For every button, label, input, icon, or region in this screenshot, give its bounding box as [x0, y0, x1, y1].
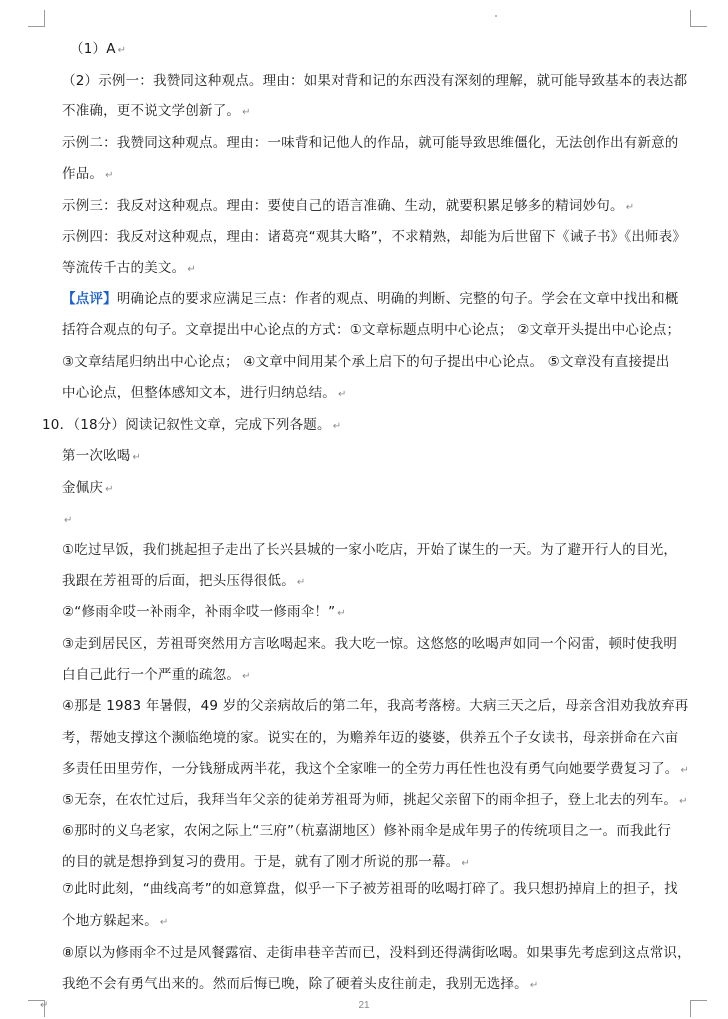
answer-line-1: （1）A ↵	[70, 41, 127, 57]
article-author: 金佩庆 ↵	[62, 480, 114, 496]
dot-mark	[495, 15, 497, 17]
crop-mark-top-right	[690, 10, 707, 27]
paragraph-8-line-2: 我绝不会有勇气出来的。然而后悔已晚，除了硬着头皮往前走，我别无选择。 ↵	[62, 976, 539, 992]
comment-line-1: 【点评】明确论点的要求应满足三点：作者的观点、明确的判断、完整的句子。学会在文章中找出和概	[62, 291, 679, 307]
paragraph-3-line-1: ③走到居民区，芳祖哥突然用方言吆喝起来。我大吃一惊。这悠悠的吆喝声如同一个闷雷，顿时使我明	[62, 636, 678, 652]
page-number: 21	[358, 1000, 370, 1011]
paragraph-5: ⑤无奈，在农忙过后，我拜当年父亲的徒弟芳祖哥为师，挑起父亲留下的雨伞担子，登上北去的列车。 ↵	[62, 792, 688, 808]
paragraph-7-line-2: 个地方躲起来。 ↵	[62, 913, 169, 929]
paragraph-1-line-1: ①吃过早饭，我们挑起担子走出了长兴县城的一家小吃店，开始了谋生的一天。为了避开行人的目光，	[62, 542, 678, 558]
comment-tag: 【点评】	[62, 291, 117, 307]
crop-mark-top-left	[28, 10, 45, 27]
answer-line-5: 作品。 ↵	[62, 166, 114, 182]
blank-line: ↵	[64, 515, 73, 526]
comment-line-2: 括符合观点的句子。文章提出中心论点的方式：①文章标题点明中心论点； ②文章开头提出中心论点；	[62, 322, 681, 338]
answer-line-7: 示例四：我反对这种观点，理由：诸葛亮“观其大略”，不求精熟，却能为后世留下《诫子书》《出师表》	[62, 229, 687, 245]
question-heading: 10．（18分）阅读记叙性文章，完成下列各题。 ↵	[42, 417, 342, 433]
paragraph-3-line-2: 白自己此行一个严重的疏忽。 ↵	[62, 667, 251, 683]
comment-line-3: ③文章结尾归纳出中心论点； ④文章中间用某个承上启下的句子提出中心论点。 ⑤文章没有直接提出	[62, 354, 670, 370]
answer-line-6: 示例三：我反对这种观点。理由：要使自己的语言准确、生动，就要积累足够多的精词妙句。 ↵	[62, 198, 635, 214]
comment-line-4: 中心论点，但整体感知文本，进行归纳总结。 ↵	[62, 385, 347, 401]
paragraph-4-line-1: ④那是 1983 年暑假，49 岁的父亲病故后的第二年，我高考落榜。大病三天之后，母亲含泪劝我放弃再	[62, 698, 689, 714]
paragraph-7-line-1: ⑦此时此刻，“曲线高考”的如意算盘，似乎一下子被芳祖哥的吆喝打碎了。我只想扔掉肩上的担子，找	[62, 881, 678, 897]
answer-line-4: 示例二：我赞同这种观点。理由：一味背和记他人的作品，就可能导致思维僵化，无法创作出有新意的	[62, 135, 679, 151]
paragraph-6-line-1: ⑥那时的义乌老家，农闲之际上“三府”（杭嘉湖地区）修补雨伞是成年男子的传统项目之一。而我此行	[62, 823, 672, 839]
answer-line-3: 不准确，更不说文学创新了。 ↵	[62, 103, 251, 119]
footer-paragraph-mark: ↵	[40, 1000, 49, 1011]
answer-line-2: （2）示例一：我赞同这种观点。理由：如果对背和记的东西没有深刻的理解，就可能导致基本的表达都	[62, 73, 688, 89]
paragraph-4-line-2: 考，帮她支撑这个濒临绝境的家。说实在的，为赡养年迈的婆婆，供养五个子女读书，母亲拼命在六亩	[62, 730, 679, 746]
paragraph-1-line-2: 我跟在芳祖哥的后面，把头压得很低。 ↵	[62, 573, 306, 589]
paragraph-2: ②“修雨伞哎一补雨伞，补雨伞哎一修雨伞！” ↵	[62, 604, 346, 620]
paragraph-6-line-2: 的目的就是想挣到复习的费用。于是，就有了刚才所说的那一幕。 ↵	[62, 854, 470, 870]
article-title: 第一次吆喝 ↵	[62, 448, 142, 464]
answer-line-8: 等流传千古的美文。 ↵	[62, 260, 196, 276]
paragraph-8-line-1: ⑧原以为修雨伞不过是风餐露宿、走街串巷辛苦而已，没料到还得满街吆喝。如果事先考虑到这点常识，	[62, 945, 691, 961]
paragraph-4-line-3: 多责任田里劳作，一分钱掰成两半花，我这个全家唯一的全劳力再任性也没有勇气向她要学费复习了。 ↵	[62, 761, 690, 777]
